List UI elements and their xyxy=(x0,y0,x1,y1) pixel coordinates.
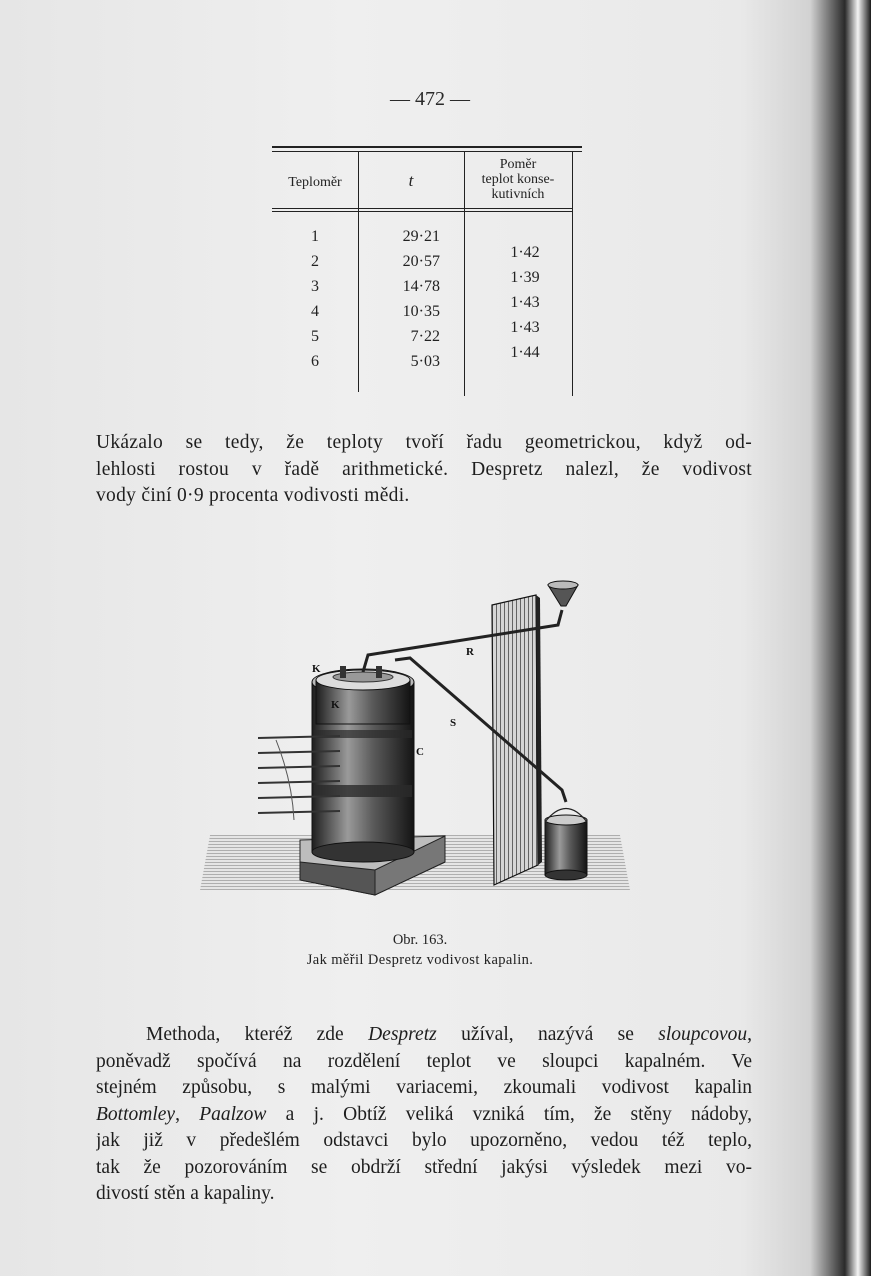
text-run: a j. Obtíž veliká vzniká tím, že stěny nádoby, xyxy=(266,1103,752,1125)
text-line xyxy=(96,1102,752,1129)
table-cell: 6 xyxy=(311,353,319,370)
main-cylinder xyxy=(312,666,414,862)
table-cell: 5 xyxy=(311,328,319,345)
term: sloupcovou xyxy=(658,1024,748,1045)
table-cell: 4 xyxy=(311,303,319,320)
author-name: Bottomley xyxy=(96,1103,176,1125)
author-name: Paalzow xyxy=(199,1103,267,1125)
figure-caption xyxy=(260,930,580,970)
text-line: stejném způsobu, s malými variacemi, zkoumali vodivost kapalin xyxy=(96,1077,752,1098)
label-k-top: K xyxy=(312,663,321,675)
text-run: Methoda, kteréž zde xyxy=(146,1024,369,1045)
text-line: tak že pozorováním se obdrží střední jakýsi výsledek mezi vo- xyxy=(96,1156,752,1178)
thermometer-table xyxy=(272,146,582,396)
ratio-column xyxy=(500,240,550,365)
table-top-rule-thin xyxy=(272,151,582,152)
page-number: — 472 — xyxy=(390,88,470,110)
table-cell: 1 xyxy=(311,228,319,245)
label-k-cap: K xyxy=(331,699,340,711)
text-line xyxy=(96,1022,752,1049)
table-cell: 2 xyxy=(311,253,319,270)
table-cell: 3 xyxy=(311,278,319,295)
text-run: , xyxy=(747,1024,752,1045)
text-run: užíval, nazývá se xyxy=(436,1024,659,1045)
label-r: R xyxy=(466,646,474,658)
collecting-bucket xyxy=(545,809,587,881)
table-cell: 10·35 xyxy=(402,303,440,320)
header-ratio-line2: teplot konse- xyxy=(481,172,555,187)
figure-number: Obr. 163. xyxy=(392,932,448,948)
table-cell: 1·43 xyxy=(510,319,540,336)
text-line: poněvadž spočívá na rozdělení teplot ve sloupci kapalném. Ve xyxy=(96,1050,752,1072)
author-name: Despretz xyxy=(368,1024,437,1045)
header-ratio-line3: kutivních xyxy=(491,187,545,202)
despretz-apparatus-figure xyxy=(200,580,640,910)
label-c: C xyxy=(416,746,424,758)
table-cell: 29·21 xyxy=(402,228,440,245)
text-run: , xyxy=(175,1103,200,1125)
header-ratio-line1: Poměr xyxy=(499,157,537,172)
table-cell: 7·22 xyxy=(410,328,440,345)
table-header-rule xyxy=(272,208,572,209)
text-line: divostí stěn a kapaliny. xyxy=(96,1183,275,1204)
text-line: vody činí 0·9 procenta vodivosti mědi. xyxy=(96,485,410,506)
label-s: S xyxy=(450,717,457,729)
table-cell: 14·78 xyxy=(402,278,440,295)
vertical-board xyxy=(492,595,542,885)
thermometer-column xyxy=(300,224,330,374)
table-cell: 1·44 xyxy=(510,344,540,361)
table-col-divider-1 xyxy=(358,152,359,392)
table-header-rule-2 xyxy=(272,211,572,212)
paragraph-1 xyxy=(96,430,752,510)
table-cell: 1·43 xyxy=(510,294,540,311)
table-top-rule xyxy=(272,146,582,148)
funnel xyxy=(548,581,578,606)
header-temperature: t xyxy=(408,171,414,190)
text-line: jak již v předešlém odstavci bylo upozorněno, vedou též teplo, xyxy=(96,1130,752,1151)
text-line: lehlosti rostou v řadě arithmetické. Despretz nalezl, že vodivost xyxy=(96,458,752,480)
header-thermometer: Teploměr xyxy=(288,175,342,190)
table-cell: 5·03 xyxy=(410,353,440,370)
paragraph-2 xyxy=(96,1022,752,1208)
table-cell: 1·42 xyxy=(510,244,540,261)
table-cell: 20·57 xyxy=(402,253,440,270)
table-right-border xyxy=(572,152,573,396)
text-line: Ukázalo se tedy, že teploty tvoří řadu geometrickou, když od- xyxy=(96,432,752,453)
figure-caption-text: Jak měřil Despretz vodivost kapalin. xyxy=(306,952,534,968)
table-cell: 1·39 xyxy=(510,269,540,286)
temperature-column xyxy=(380,224,440,374)
